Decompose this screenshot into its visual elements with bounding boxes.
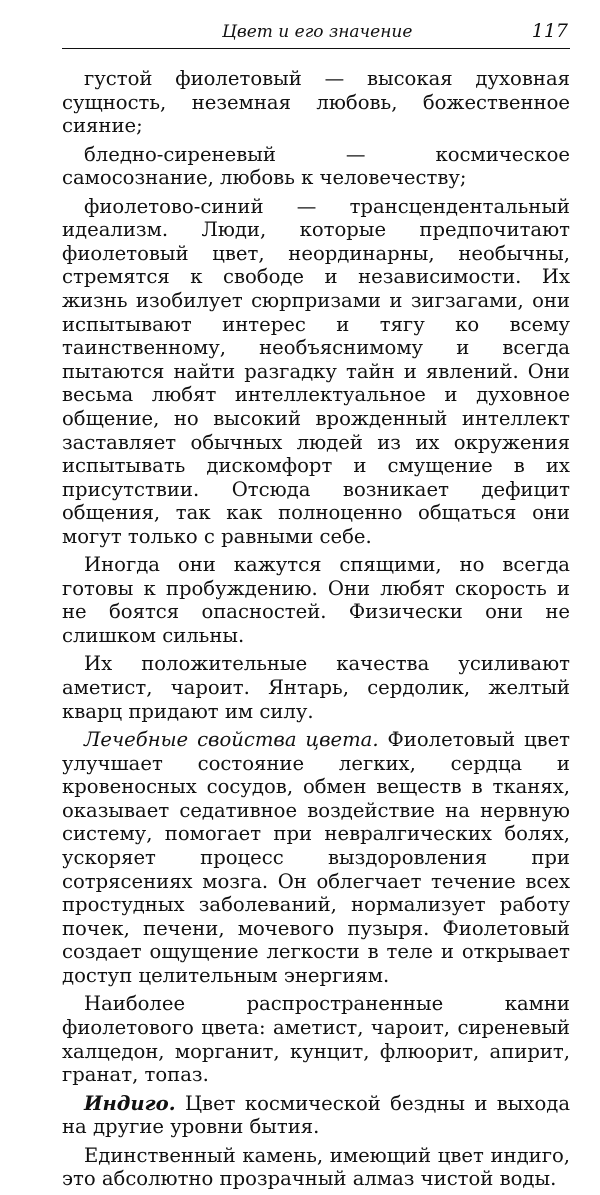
paragraph-indigo <box>62 1092 570 1139</box>
running-header <box>62 18 570 49</box>
running-title: Цвет и его значение <box>222 22 413 42</box>
paragraph-healing <box>62 728 570 988</box>
paragraph-pale-lilac: бледно-сиреневый — космическое самосознание, любовь к человечеству; <box>62 142 570 190</box>
healing-text: Фиолетовый цвет улучшает состояние легких, сердца и кровеносных сосудов, обмен веществ в тканях, оказывает седативное воздействие на нервную систему, помогает при невралгических болях, ускоряет процесс выздоровления при сотрясениях мозга. Он облегчает течение всех простудных заболеваний, нормализует работу почек, печени, мочевого пузыря. Фиолетовый создает ощущение легкости в теле и открывает доступ целительным энергиям. <box>62 728 571 987</box>
paragraph-qualities: Их положительные качества усиливают аметист, чароит. Янтарь, сердолик, желтый кварц придают им силу. <box>62 652 570 723</box>
indigo-text: Цвет космической бездны и выхода на другие уровни бытия. <box>62 1091 570 1139</box>
healing-heading: Лечебные свойства цвета. <box>84 728 379 752</box>
paragraph-violet-blue: фиолетово-синий — трансцендентальный идеализм. Люди, которые предпочитают фиолетовый цвет, неординарны, необычны, стремятся к свободе и независимости. Их жизнь изобилует сюрпризами и зигзагами, они испытывают интерес и тягу ко всему таинственному, необъяснимому и всегда пытаются найти разгадку тайн и явлений. Они весьма любят интеллектуальное и духовное общение, но высокий врожденный интеллект заставляет обычных людей из их окружения испытывать дискомфорт и смущение в их присутствии. Отсюда возникает дефицит общения, так как полноценно общаться они могут только с равными себе. <box>62 194 570 548</box>
paragraph-stones: Наиболее распространенные камни фиолетового цвета: аметист, чароит, сиреневый халцедон, морганит, кунцит, флюорит, апирит, гранат, топаз. <box>62 992 570 1087</box>
indigo-heading: Индиго. <box>84 1091 176 1115</box>
page-body <box>62 67 570 1195</box>
paragraph-awakening: Иногда они кажутся спящими, но всегда готовы к пробуждению. Они любят скорость и не боятся опасностей. Физически они не слишком сильны. <box>62 553 570 648</box>
paragraph-diamond: Единственный камень, имеющий цвет индиго, это абсолютно прозрачный алмаз чистой воды. <box>62 1143 570 1191</box>
paragraph-deep-violet: густой фиолетовый — высокая духовная сущность, неземная любовь, божественное сияние; <box>62 67 570 138</box>
page-number: 117 <box>531 20 568 42</box>
